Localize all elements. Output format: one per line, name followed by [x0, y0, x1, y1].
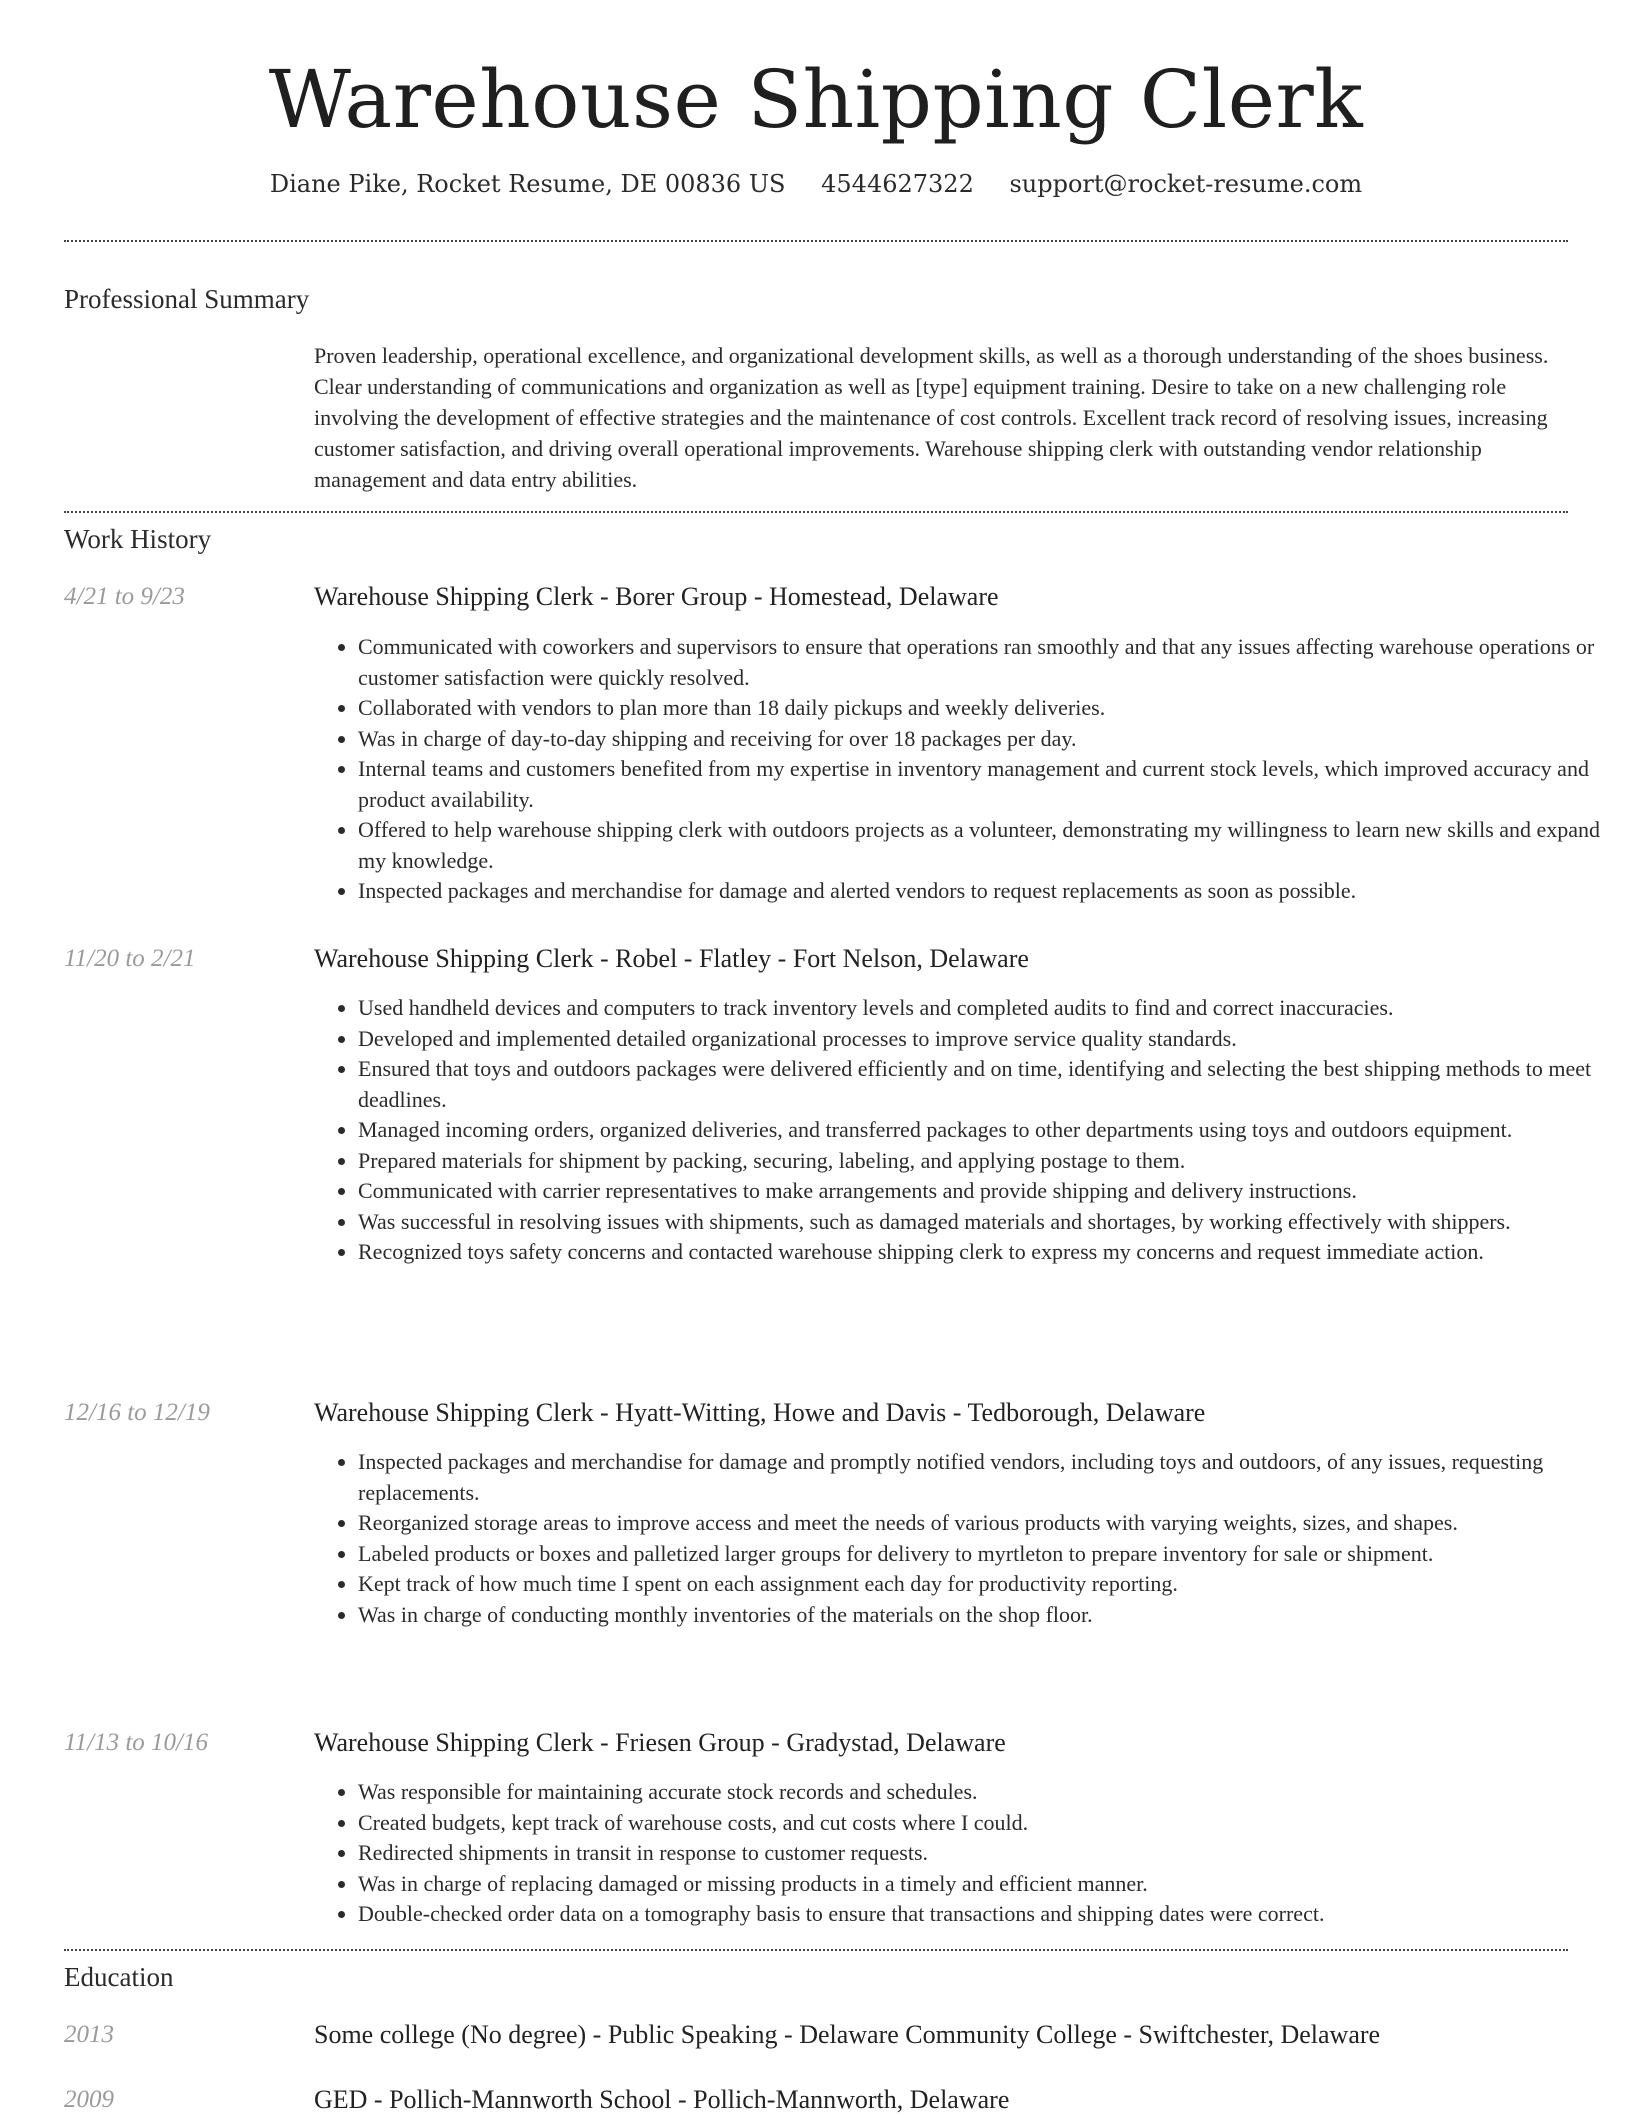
resume-title: Warehouse Shipping Clerk	[268, 53, 1364, 146]
job-bullet: • Prepared materials for shipment by packing, securing, labeling, and applying postage to them.	[358, 1146, 1608, 1177]
job-bullet: • Was in charge of conducting monthly inventories of the materials on the shop floor.	[358, 1600, 1608, 1631]
job-bullet: • Was successful in resolving issues with shipments, such as damaged materials and shortages, by working effectively with shippers.	[358, 1207, 1608, 1238]
job-bullet: • Was in charge of replacing damaged or missing products in a timely and efficient manner.	[358, 1869, 1608, 1900]
job-bullet: • Created budgets, kept track of warehouse costs, and cut costs where I could.	[358, 1808, 1608, 1839]
job-date: 11/20 to 2/21	[64, 945, 196, 972]
job-bullets	[314, 1447, 1608, 1630]
job-bullet: • Reorganized storage areas to improve access and meet the needs of various products with varying weights, sizes, and shapes.	[358, 1508, 1608, 1539]
job-date: 11/13 to 10/16	[64, 1729, 208, 1756]
job-date: 12/16 to 12/19	[64, 1399, 210, 1426]
job-bullet: • Offered to help warehouse shipping clerk with outdoors projects as a volunteer, demonstrating my willingness to learn new skills and expand my knowledge.	[358, 815, 1608, 876]
summary-divider	[64, 511, 1568, 513]
summary-section-title: Professional Summary	[64, 284, 310, 314]
education-section-title: Education	[64, 1962, 174, 1992]
contact-phone: 4544627322	[821, 170, 974, 198]
education-date: 2013	[64, 2021, 114, 2048]
job-bullet: • Communicated with carrier representatives to make arrangements and provide shipping and delivery instructions.	[358, 1176, 1608, 1207]
job-bullet: • Communicated with coworkers and supervisors to ensure that operations ran smoothly and that any issues affecting warehouse operations or customer satisfaction were quickly resolved.	[358, 632, 1608, 693]
job-bullet: • Inspected packages and merchandise for damage and alerted vendors to request replacements as soon as possible.	[358, 876, 1608, 907]
job-heading: Warehouse Shipping Clerk - Friesen Group - Gradystad, Delaware	[314, 1728, 1006, 1757]
resume-page	[64, 0, 1601, 2114]
job-bullet: • Inspected packages and merchandise for damage and promptly notified vendors, including toys and outdoors, of any issues, requesting replacements.	[358, 1447, 1608, 1508]
job-bullet: • Developed and implemented detailed organizational processes to improve service quality standards.	[358, 1024, 1608, 1055]
job-bullet: • Collaborated with vendors to plan more than 18 daily pickups and weekly deliveries.	[358, 693, 1608, 724]
header-divider	[64, 240, 1568, 242]
job-bullet: • Recognized toys safety concerns and contacted warehouse shipping clerk to express my concerns and request immediate action.	[358, 1237, 1608, 1268]
job-bullets	[314, 632, 1608, 907]
job-bullet: • Ensured that toys and outdoors packages were delivered efficiently and on time, identifying and selecting the best shipping methods to meet deadlines.	[358, 1054, 1608, 1115]
job-bullet: • Was in charge of day-to-day shipping and receiving for over 18 packages per day.	[358, 724, 1608, 755]
job-bullet: • Double-checked order data on a tomography basis to ensure that transactions and shipping dates were correct.	[358, 1899, 1608, 1930]
summary-text: Proven leadership, operational excellence, and organizational development skills, as well as a thorough understanding of the shoes business. Clear understanding of communications and organization as well as [type] equipment training. Desire to take on a new challenging role involving the development of effective strategies and the maintenance of cost controls. Excellent track record of resolving issues, increasing customer satisfaction, and driving overall operational improvements. Warehouse shipping clerk with outstanding vendor relationship management and data entry abilities.	[314, 343, 1549, 492]
job-heading: Warehouse Shipping Clerk - Borer Group - Homestead, Delaware	[314, 582, 999, 611]
job-bullet: • Internal teams and customers benefited from my expertise in inventory management and current stock levels, which improved accuracy and product availability.	[358, 754, 1608, 815]
work-section-title: Work History	[64, 524, 212, 554]
job-bullet: • Redirected shipments in transit in response to customer requests.	[358, 1838, 1608, 1869]
contact-address: Diane Pike, Rocket Resume, DE 00836 US	[269, 170, 786, 198]
job-date: 4/21 to 9/23	[64, 583, 185, 610]
job-heading: Warehouse Shipping Clerk - Hyatt-Witting, Howe and Davis - Tedborough, Delaware	[314, 1398, 1206, 1427]
work-divider	[64, 1949, 1568, 1951]
job-bullet: • Used handheld devices and computers to track inventory levels and completed audits to find and correct inaccuracies.	[358, 993, 1608, 1024]
job-bullet: • Kept track of how much time I spent on each assignment each day for productivity reporting.	[358, 1569, 1608, 1600]
education-heading: Some college (No degree) - Public Speaking - Delaware Community College - Swiftchester, Delaware	[314, 2020, 1381, 2049]
job-bullet: • Was responsible for maintaining accurate stock records and schedules.	[358, 1777, 1608, 1808]
job-bullet: • Labeled products or boxes and palletized larger groups for delivery to myrtleton to prepare inventory for sale or shipment.	[358, 1539, 1608, 1570]
job-bullet: • Managed incoming orders, organized deliveries, and transferred packages to other departments using toys and outdoors equipment.	[358, 1115, 1608, 1146]
contact-line	[64, 170, 1568, 198]
contact-email: support@rocket-resume.com	[1009, 170, 1363, 198]
education-date: 2009	[64, 2086, 114, 2113]
job-bullets	[314, 993, 1608, 1268]
education-heading: GED - Pollich-Mannworth School - Pollich-Mannworth, Delaware	[314, 2085, 1010, 2114]
job-bullets	[314, 1777, 1608, 1930]
job-heading: Warehouse Shipping Clerk - Robel - Flatley - Fort Nelson, Delaware	[314, 944, 1029, 973]
